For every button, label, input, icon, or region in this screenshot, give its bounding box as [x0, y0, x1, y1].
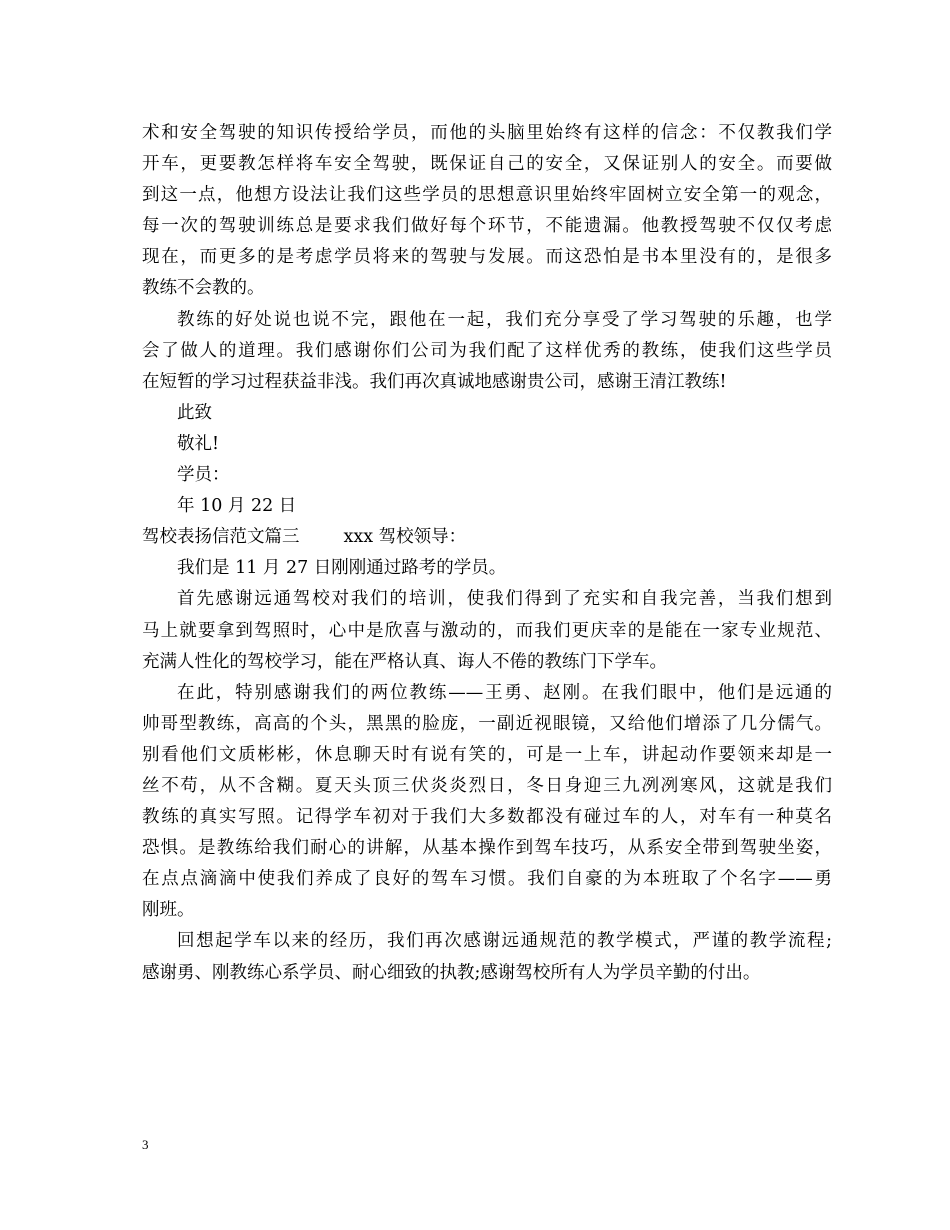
- text-line: 术和安全驾驶的知识传授给学员，而他的头脑里始终有这样的信念：不仅教我们学: [142, 123, 832, 143]
- text-line: 教练的真实写照。记得学车初对于我们大多数都没有碰过车的人，对车有一种莫名: [142, 807, 832, 828]
- text-line: 会了做人的道理。我们感谢你们公司为我们配了这样优秀的教练，使我们这些学员: [142, 340, 832, 361]
- closing-greeting: 敬礼!: [177, 433, 220, 454]
- text-line: 在此，特别感谢我们的两位教练——王勇、赵刚。在我们眼中，他们是远通的: [177, 682, 832, 703]
- paragraph: [142, 584, 832, 677]
- text-line: 马上就要拿到驾照时，心中是欣喜与激动的，而我们更庆幸的是能在一家专业规范、: [142, 620, 832, 641]
- text-line: 在点点滴滴中使我们养成了良好的驾车习惯。我们自豪的为本班取了个名字——勇: [142, 869, 832, 890]
- page-number: 3: [142, 1137, 149, 1152]
- text-line: 教练的好处说也说不完，跟他在一起，我们充分享受了学习驾驶的乐趣，也学: [177, 309, 832, 330]
- text-line: 恐惧。是教练给我们耐心的讲解，从基本操作到驾车技巧，从系安全带到驾驶坐姿，: [142, 838, 832, 859]
- text-line: 回想起学车以来的经历，我们再次感谢远通规范的教学模式，严谨的教学流程;: [177, 931, 832, 952]
- paragraph: [142, 678, 832, 927]
- text-line: 首先感谢远通驾校对我们的培训，使我们得到了充实和自我完善，当我们想到: [177, 589, 832, 610]
- text-line: 帅哥型教练，高高的个头，黑黑的脸庞，一副近视眼镜，又给他们增添了几分儒气。: [142, 713, 832, 734]
- date-line: 年 10 月 22 日: [177, 496, 297, 517]
- section-title: 驾校表扬信范文篇三: [142, 527, 300, 548]
- text-line: 到这一点，他想方设法让我们这些学员的思想意识里始终牢固树立安全第一的观念，: [142, 185, 832, 206]
- text-line: 感谢勇、刚教练心系学员、耐心细致的执教;感谢驾校所有人为学员辛勤的付出。: [142, 962, 761, 983]
- signature-line: 学员：: [177, 465, 230, 486]
- paragraph: [142, 926, 832, 988]
- salutation: xxx 驾校领导：: [343, 527, 467, 548]
- text-line: 教练不会教的。: [142, 278, 265, 299]
- text-line: 刚班。: [142, 900, 195, 921]
- text-line: 开车，更要教怎样将车安全驾驶，既保证自己的安全，又保证别人的安全。而要做: [142, 154, 832, 175]
- text-line: 充满人性化的驾校学习，能在严格认真、诲人不倦的教练门下学车。: [142, 651, 667, 672]
- document-body: [142, 118, 832, 989]
- paragraph-continued: [142, 118, 832, 305]
- paragraph: [142, 305, 832, 398]
- text-line: 每一次的驾驶训练总是要求我们做好每个环节，不能遗漏。他教授驾驶不仅仅考虑: [142, 216, 832, 237]
- section-heading-line: [142, 522, 832, 553]
- closing-line: 此致: [177, 402, 212, 423]
- text-line: 现在，而更多的是考虑学员将来的驾驶与发展。而这恐怕是书本里没有的，是很多: [142, 247, 832, 268]
- text-line: 丝不苟，从不含糊。夏天头顶三伏炎炎烈日，冬日身迎三九冽冽寒风，这就是我们: [142, 775, 832, 796]
- text-line: 别看他们文质彬彬，休息聊天时有说有笑的，可是一上车，讲起动作要领来却是一: [142, 744, 832, 765]
- text-line: 我们是 11 月 27 日刚刚通过路考的学员。: [177, 558, 507, 579]
- text-line: 在短暂的学习过程获益非浅。我们再次真诚地感谢贵公司，感谢王清江教练!: [142, 371, 727, 392]
